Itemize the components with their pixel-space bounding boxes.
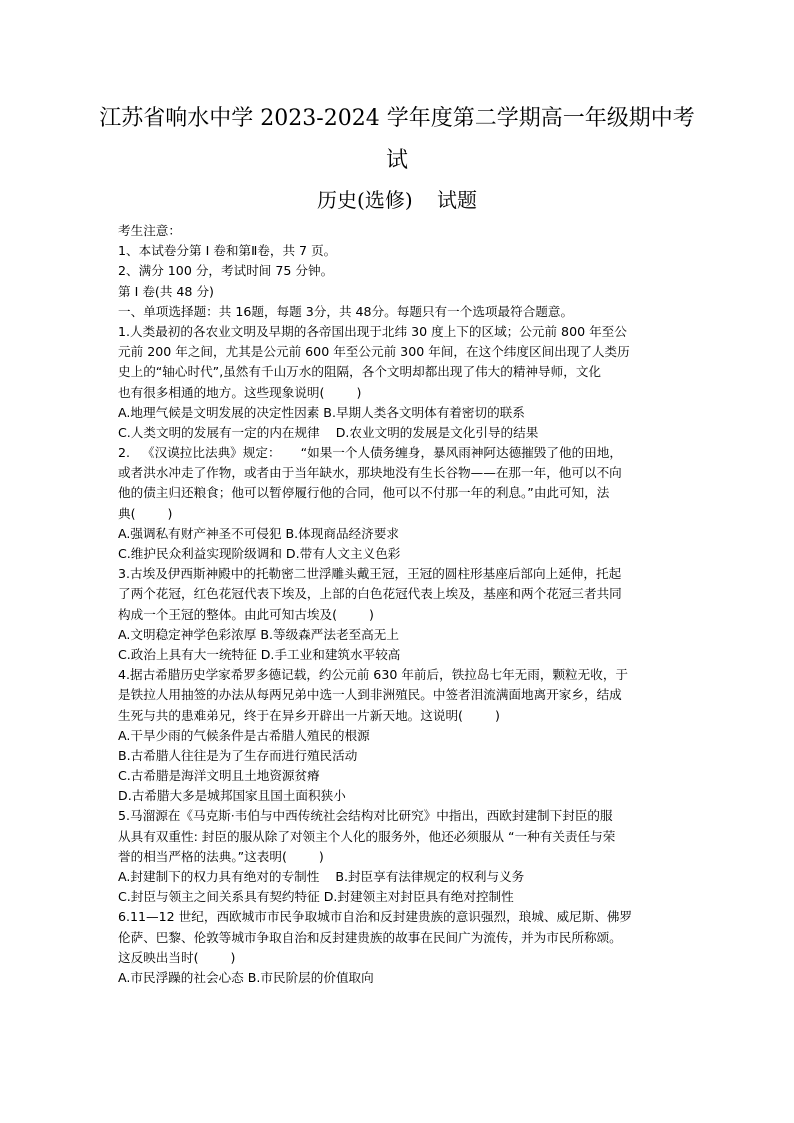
question-option-line: A.干旱少雨的气候条件是古希腊人殖民的根源 [118,727,370,743]
notes-heading: 考生注意： [118,223,181,238]
question-text-line: 生死与共的患难弟兄，终于在异乡开辟出一片新天地。这说明( ) [118,707,500,723]
question-text-line: 誉的相当严格的法典。”这表明( ) [118,848,324,864]
exam-title-line2: 试 [385,148,408,173]
part1-heading: 第 I 卷(共 48 分) [118,283,214,299]
question-text-line: 构成一个王冠的整体。由此可知古埃及( ) [118,606,374,622]
question-option-line: A.地理气候是文明发展的决定性因素 B.早期人类各文明体有着密切的联系 [118,404,525,420]
exam-subtitle: 历史(选修) 试题 [317,188,477,212]
question-3 [118,564,676,665]
question-option-line: C.人类文明的发展有一定的内在规律 D.农业文明的发展是文化引导的结果 [118,424,539,440]
question-option-line: A.强调私有财产神圣不可侵犯 B.体现商品经济要求 [118,525,399,541]
question-option-line: B.古希腊人往往是为了生存而进行殖民活动 [118,747,358,763]
question-text-line: 伦萨、巴黎、伦敦等城市争取自治和反封建贵族的故事在民间广为流传，并为市民所称颂。 [118,929,622,945]
question-text-line: 典( ) [118,505,173,521]
question-option-line: A.封建制下的权力具有绝对的专制性 B.封臣享有法律规定的权利与义务 [118,869,525,884]
question-option-line: A.文明稳定神学色彩浓厚 B.等级森严法老至高无上 [118,626,399,642]
question-4 [118,665,676,806]
part1-instruction: 一、单项选择题：共 16题，每题 3分，共 48分。每题只有一个选项最符合题意。 [118,303,574,319]
question-text-line: 或者洪水冲走了作物，或者由于当年缺水，那块地没有生长谷物——在那一年，他可以不向 [118,465,622,481]
question-option-line: D.古希腊大多是城邦国家且国土面积狭小 [118,788,346,804]
question-text-line: 1.人类最初的各农业文明及早期的各帝国出现于北纬 30 度上下的区域；公元前 800 年至公 [118,323,627,339]
question-option-line: C.维护民众利益实现阶级调和 D.带有人文主义色彩 [118,546,401,561]
question-text-line: 是铁拉人用抽签的办法从每两兄弟中选一人到非洲殖民。中签者泪流满面地离开家乡，结成 [118,687,622,703]
question-text-line: 史上的“轴心时代”,虽然有千山万水的阻隔，各个文明却都出现了伟大的精神导师，文化 [118,364,602,380]
question-2 [118,443,676,564]
notes-item-2: 2、满分 100 分，考试时间 75 分钟。 [118,263,334,279]
question-6 [118,907,676,988]
question-text-line: 也有很多相通的地方。这些现象说明( ) [118,384,362,400]
question-option-line: C.封臣与领主之间关系具有契约特征 D.封建领主对封臣具有绝对控制性 [118,889,514,905]
question-text-line: 3.古埃及伊西斯神殿中的托勒密二世浮雕头戴王冠，王冠的圆柱形基座后部向上延伸，托起 [118,566,622,582]
question-text-line: 他的债主归还粮食；他可以暂停履行他的合同，他可以不付那一年的利息。”由此可知，法 [118,485,610,501]
question-text-line: 从具有双重性: 封臣的服从除了对领主个人化的服务外，他还必须服从 “一种有关责任与荣 [118,828,616,844]
question-text-line: 5.马溜源在《马克斯·韦伯与中西传统社会结构对比研究》中指出，西欧封建制下封臣的服 [118,808,613,824]
notes-item-1: 1、本试卷分第 I 卷和第Ⅱ卷，共 7 页。 [118,243,337,259]
question-option-line: A.市民浮躁的社会心态 B.市民阶层的价值取向 [118,969,374,985]
question-text-line: 元前 200 年之间，尤其是公元前 600 年至公元前 300 年间，在这个纬度区间出现了人类历 [118,344,630,360]
question-text-line: 这反映出当时( ) [118,949,236,965]
exam-title-line1: 江苏省响水中学 2023-2024 学年度第二学期高一年级期中考 [99,106,695,131]
question-text-line: 了两个花冠，红色花冠代表下埃及，上部的白色花冠代表上埃及，基座和两个花冠三者共同 [118,586,622,602]
question-5 [118,806,676,907]
question-option-line: C.政治上具有大一统特征 D.手工业和建筑水平较高 [118,646,401,662]
question-text-line: 4.据古希腊历史学家希罗多德记载，约公元前 630 年前后，铁拉岛七年无雨，颗粒无收，于 [118,667,629,683]
question-option-line: C.古希腊是海洋文明且土地资源贫瘠 [118,768,320,784]
question-1 [118,322,676,443]
exam-body [118,221,676,988]
question-text-line: 6.11—12 世纪，西欧城市市民争取城市自治和反封建贵族的意识强烈，琅城、威尼斯、佛罗 [118,909,633,925]
question-text-line: 2. 《汉谟拉比法典》规定： “如果一个人债务缠身，暴风雨神阿达德摧毁了他的田地， [118,445,622,461]
